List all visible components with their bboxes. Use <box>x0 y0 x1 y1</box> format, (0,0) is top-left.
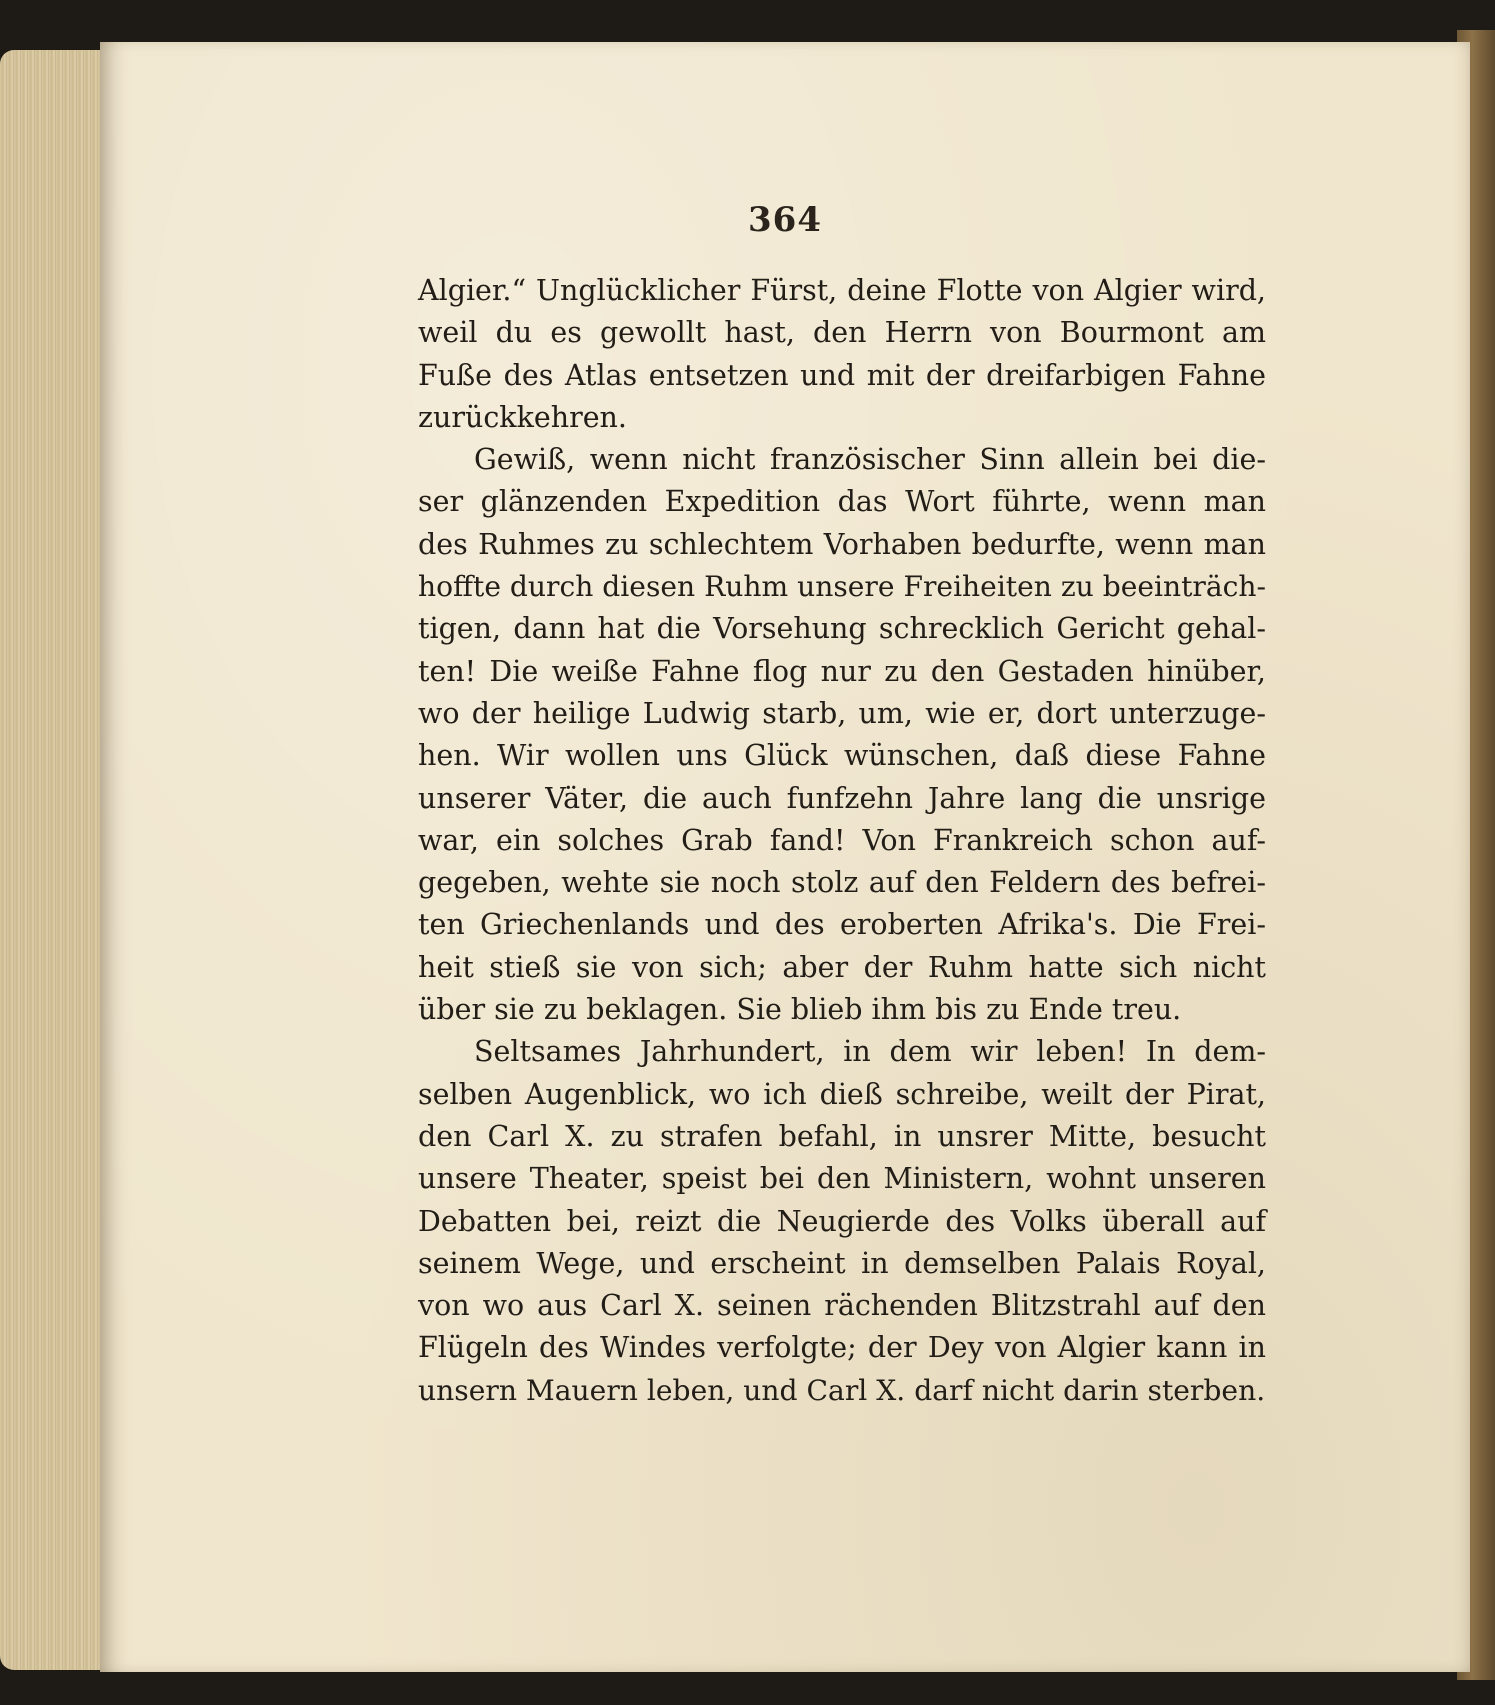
paragraph-1 <box>418 270 1266 439</box>
left-page-edges <box>0 50 112 1670</box>
text-line: hen. Wir wollen uns Glück wünschen, daß diese Fahne <box>418 739 1266 773</box>
text-line: tigen, dann hat die Vorsehung schrecklich Gericht gehal- <box>418 612 1266 646</box>
text-line: unsern Mauern leben, und Carl X. darf nicht darin sterben. <box>418 1373 1266 1407</box>
text-line: über sie zu beklagen. Sie blieb ihm bis zu Ende treu. <box>418 993 1182 1027</box>
text-line: zurückkehren. <box>418 400 627 434</box>
text-line: ser glänzenden Expedition das Wort führte, wenn man <box>418 485 1266 519</box>
text-line: von wo aus Carl X. seinen rächenden Blitzstrahl auf den <box>418 1289 1266 1323</box>
text-line: war, ein solches Grab fand! Von Frankreich schon auf- <box>418 823 1266 857</box>
paragraph-3 <box>418 1031 1266 1412</box>
body-text <box>418 270 1266 1412</box>
text-line: Fuße des Atlas entsetzen und mit der dreifarbigen Fahne <box>418 358 1266 392</box>
text-line: Algier.“ Unglücklicher Fürst, deine Flotte von Algier wird, <box>418 274 1266 307</box>
text-line: des Ruhmes zu schlechtem Vorhaben bedurfte, wenn man <box>418 527 1266 561</box>
text-line: Gewiß, wenn nicht französischer Sinn allein bei die- <box>474 443 1266 477</box>
text-line: heit stieß sie von sich; aber der Ruhm hatte sich nicht <box>418 950 1266 984</box>
text-line: Seltsames Jahrhundert, in dem wir leben! In dem- <box>474 1035 1266 1069</box>
page-number: 364 <box>748 200 822 240</box>
text-line: Flügeln des Windes verfolgte; der Dey von Algier kann in <box>418 1331 1266 1365</box>
text-line: Debatten bei, reizt die Neugierde des Volks überall auf <box>418 1204 1266 1238</box>
text-line: weil du es gewollt hast, den Herrn von Bourmont am <box>418 316 1266 350</box>
text-line: unsere Theater, speist bei den Ministern, wohnt unseren <box>418 1162 1266 1196</box>
text-line: den Carl X. zu strafen befahl, in unsrer Mitte, besucht <box>418 1119 1266 1153</box>
text-line: hoffte durch diesen Ruhm unsere Freiheiten zu beeinträch- <box>418 570 1266 604</box>
paragraph-2 <box>418 439 1266 1031</box>
text-line: ten! Die weiße Fahne flog nur zu den Gestaden hinüber, <box>418 654 1266 688</box>
text-line: selben Augenblick, wo ich dieß schreibe, weilt der Pirat, <box>418 1077 1266 1111</box>
text-line: gegeben, wehte sie noch stolz auf den Feldern des befrei- <box>418 866 1266 900</box>
text-line: ten Griechenlands und des eroberten Afrika's. Die Frei- <box>418 908 1266 942</box>
book-page <box>100 42 1470 1672</box>
text-line: seinem Wege, und erscheint in demselben Palais Royal, <box>418 1246 1266 1280</box>
text-line: unserer Väter, die auch funfzehn Jahre lang die unsrige <box>418 781 1266 815</box>
text-line: wo der heilige Ludwig starb, um, wie er, dort unterzuge- <box>418 696 1266 730</box>
